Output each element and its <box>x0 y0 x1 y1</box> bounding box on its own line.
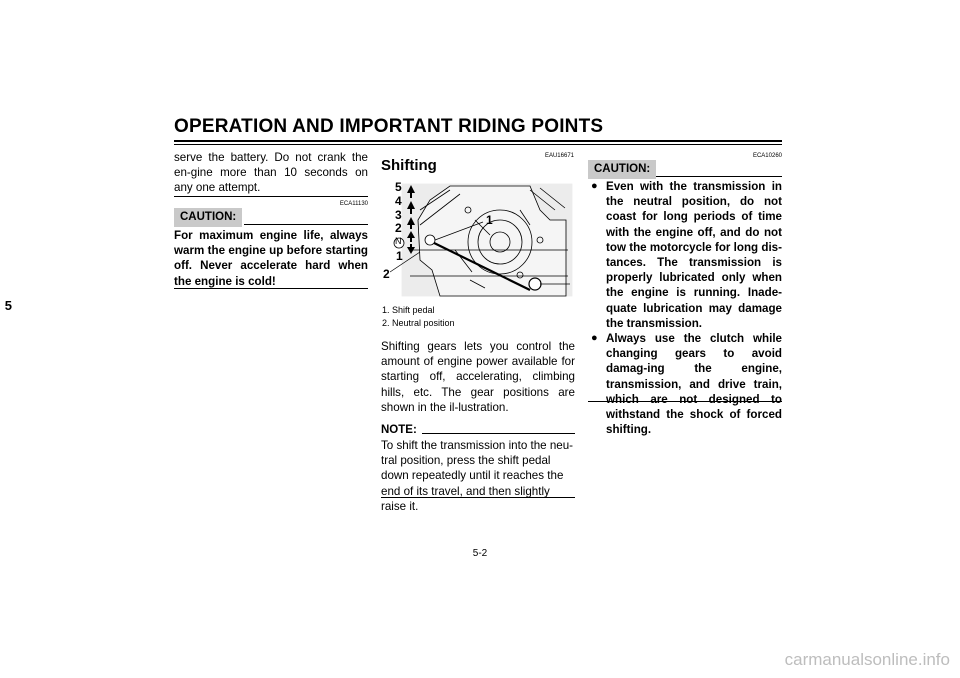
caution-bullet-list <box>586 179 782 437</box>
gear-label-2: 2 <box>395 221 402 235</box>
gear-label-1: 1 <box>396 249 403 263</box>
gear-label-4: 4 <box>395 194 402 208</box>
callout-2: 2 <box>383 267 390 281</box>
bullet-icon: ● <box>591 180 598 192</box>
caution-bullet-item <box>586 179 782 331</box>
callout-1: 1 <box>486 213 493 227</box>
chapter-tab: 5 <box>4 298 12 313</box>
left-separator <box>174 196 368 197</box>
gear-label-5: 5 <box>395 180 402 194</box>
watermark: carmanualsonline.info <box>784 650 950 669</box>
page-header-title: OPERATION AND IMPORTANT RIDING POINTS <box>174 116 604 137</box>
note-line <box>422 433 575 434</box>
caution-bullet-text: Even with the transmission in the neutral position, do not coast for long periods of time with the engine off, and do not tow the motorcycle for long dis-tances. The transmission is properly lubricated only when the engine is running. Inade-quate lubrication may damage the transmission. <box>606 180 782 330</box>
caution-bullet-text: Always use the clutch while changing gears to avoid damag-ing the engine, transmission, and drive train, which are not designed to withstand the shock of forced shifting. <box>606 332 782 437</box>
right-caution-code: ECA10260 <box>752 153 782 159</box>
shifting-section-code: EAU16671 <box>544 153 574 159</box>
caption-neutral-position: 2. Neutral position <box>382 318 455 328</box>
bullet-icon: ● <box>591 332 598 345</box>
engine-drawing <box>380 180 574 300</box>
left-intro-paragraph: serve the battery. Do not crank the en-gine more than 10 seconds on any one attempt. <box>174 151 368 195</box>
left-caution-label: CAUTION: <box>174 208 242 227</box>
note-label: NOTE: <box>381 424 417 436</box>
caption-shift-pedal: 1. Shift pedal <box>382 305 435 315</box>
right-caution-end-rule <box>588 401 782 402</box>
gear-label-3: 3 <box>395 208 402 222</box>
left-caution-end-rule <box>174 288 368 289</box>
left-caution-text: For maximum engine life, always warm the engine up before starting off. Never accelerate hard when the engine is cold! <box>174 229 368 288</box>
left-caution-code: ECA11130 <box>339 201 368 207</box>
shifting-heading: Shifting <box>381 157 437 174</box>
gear-label-neutral: N <box>395 236 402 246</box>
shift-pedal-illustration <box>380 180 574 300</box>
caution-bullet-item <box>586 331 782 437</box>
header-rule-thin <box>174 144 782 145</box>
right-caution-line <box>656 176 782 177</box>
right-caution-label: CAUTION: <box>588 160 656 179</box>
page-number: 5-2 <box>472 548 488 559</box>
left-caution-line <box>244 224 368 225</box>
note-end-rule <box>381 497 575 498</box>
note-text: To shift the transmission into the neu-tral position, press the shift pedal down repeatedly until it reaches the end of its travel, and then slightly raise it. <box>381 439 574 513</box>
header-rule <box>174 140 782 142</box>
shifting-paragraph: Shifting gears lets you control the amount of engine power available for starting off, accelerating, climbing hills, etc. The gear positions are shown in the il-lustration. <box>381 340 575 414</box>
